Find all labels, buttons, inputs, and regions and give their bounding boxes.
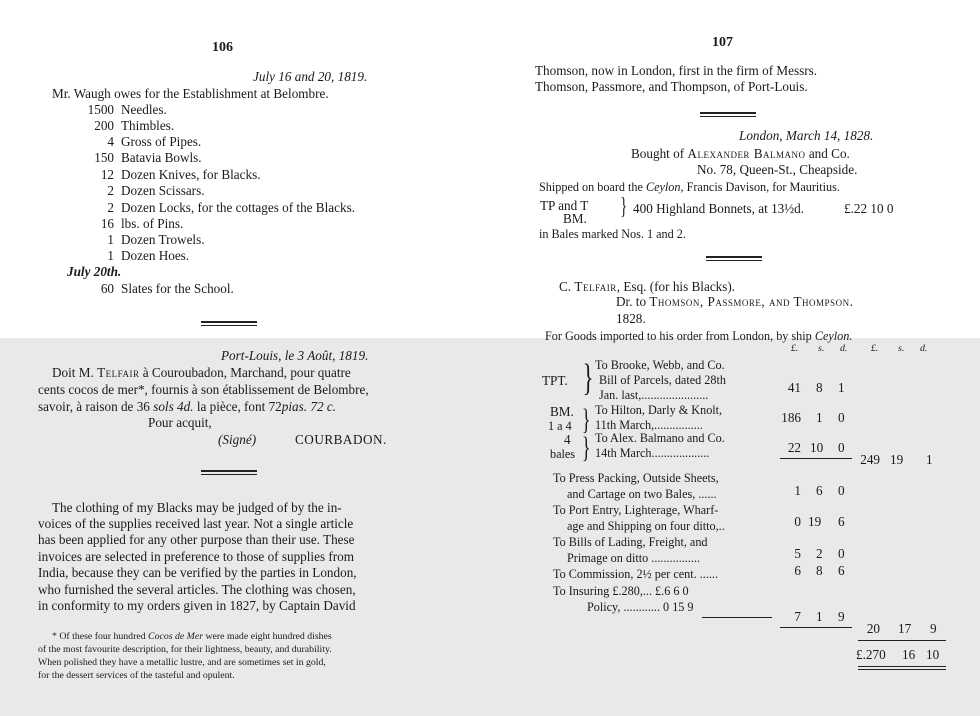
paragraph-line: in conformity to my orders given in 1827, by Captain David xyxy=(38,598,356,613)
sum-line xyxy=(780,627,852,628)
receipt-signe: (Signé) xyxy=(218,432,257,447)
paragraph-line: who furnished the several articles. The clothing was chosen, xyxy=(38,582,356,597)
entry-line: Jan. last,...................... xyxy=(599,388,709,402)
section-divider xyxy=(706,256,762,261)
col-head: s. xyxy=(818,343,825,354)
entry-line: To Hilton, Darly & Knolt, xyxy=(595,403,723,417)
customer-line: C. Telfair, Esq. (for his Blacks). xyxy=(559,279,736,294)
section-divider xyxy=(201,470,257,475)
page-number-left: 106 xyxy=(212,40,233,55)
sum-line xyxy=(858,640,946,641)
right-page: 107 Thomson, now in London, first in the firm of Messrs. Thomson, Passmore, and Thompson, of Port-Louis. London, March 14, 1828. Bought of Alexander Balmano and Co. No. 78, Queen-St., Cheapside. Shipped on board the Ceylon, Francis Davison, for Mauritius. TP and T BM. } 400 Highland Bonnets, at 13½d. £.22 10 0 in Bales marked Nos. 1 and 2. C. Telfair, Esq. (for his Blacks). Dr. to Thomson, Passmore, and Thompson. 1828. For Goods imported to his order from London, by ship Ceylon. £. s. d. £. s. d. TPT. } To Brooke, Webb, and Co. Bill of Parcels, dated 28th Jan. last,...................... 41 8 1 BM. 1 a 4 } To Hilton, Darly & Knolt, 11th March,................ 186 1 0 4 bales } To Alex. Balmano and Co. 14th March................... 22 10 0 249 19 1 To Press Packing, Outside Sheets, and Cartage on two Bales, ...... 1 6 0 To Port Entry, Lighterage, Wharf- age and Shipping on four ditto,.. 0 19 6 To Bills of Lading, Freight, and Primage on ditto ................ 5 2 0 To Commission, 2½ per cent. ...... 6 8 6 To Insuring £.280,... £.6 6 0 Policy, ............ 0 15 9 7 1 9 20 17 9 £.270 16 10 xyxy=(490,0,980,716)
total-underline xyxy=(858,669,946,670)
receipt-acquit: Pour acquit, xyxy=(148,415,212,430)
section-divider xyxy=(700,112,756,117)
receipt-line-1: Doit M. Telfair à Couroubadon, Marchand, pour quatre xyxy=(52,365,351,380)
paragraph-line: The clothing of my Blacks may be judged of by the in- xyxy=(52,500,342,515)
invoice-date: London, March 14, 1828. xyxy=(739,128,874,143)
invoice-year: 1828. xyxy=(616,311,646,326)
entry-mark: 4 xyxy=(564,432,571,447)
brace: } xyxy=(581,403,591,436)
grand-total: £.270 xyxy=(856,647,886,662)
col-head: s. xyxy=(898,343,905,354)
brace: } xyxy=(582,357,594,399)
entry-line: To Alex. Balmano and Co. xyxy=(595,431,725,445)
bale-mark: BM. xyxy=(563,211,587,226)
subtotal-goods: 249 xyxy=(860,452,880,467)
paragraph-line: invoices are selected in preference to those of supplies from xyxy=(38,549,355,564)
entry-mark: bales xyxy=(550,447,576,461)
sum-line xyxy=(702,617,772,618)
col-head: £. xyxy=(791,343,799,354)
waugh-line: Mr. Waugh owes for the Establishment at Belombre. xyxy=(52,86,329,101)
creditor-line: Dr. to Thomson, Passmore, and Thompson. xyxy=(616,294,854,309)
left-page: 106 July 16 and 20, 1819. Mr. Waugh owes for the Establishment at Belombre. 1500 Needles. 200 Thimbles. 4 Gross of Pipes. 150 Batavia Bowls. 12 Dozen Knives, for Blacks. 2 Dozen Scissars. 2 Dozen Locks, for the cottages of the Blacks. 16 lbs. of Pins. 1 Dozen Trowels. 1 Dozen Hoes. July 20th. 60 Slates for the School. Port-Louis, le 3 Août, 1819. Doit M. Telfair à Couroubadon, Marchand, pour quatre cents cocos de mer*, fournis à son établissement de Belombre, savoir, à raison de 36 sols 4d. la pièce, font 72pias. 72 c. Pour acquit, (Signé) COURBADON. The clothing of my Blacks may be judged of by the in- voices of the supplies received last year. Not a single article has been applied for any other purpose than their use. These invoices are selected in preference to those of supplies from India, because they can be verified by the parties in London, who furnished the several articles. The clothing was chosen, in conformity to my orders given in 1827, by Captain David * Of these four hundred Cocos de Mer were made eight hundred dishes of the most favourite description, for their lightness, beauty, and durability. When polished they have a metallic lustre, and are sometimes set in gold, for the dessert services of the tasteful and opulent. xyxy=(38,40,387,681)
entry-line: 14th March................... xyxy=(595,446,710,460)
subtotal-charges: 20 xyxy=(866,621,880,636)
bonnets-line: 400 Highland Bonnets, at 13½d. xyxy=(633,201,805,216)
address-line: No. 78, Queen-St., Cheapside. xyxy=(697,162,858,177)
receipt-place-date: Port-Louis, le 3 Août, 1819. xyxy=(221,348,369,363)
entry-line: To Brooke, Webb, and Co. xyxy=(595,358,725,372)
receipt-signer: COURBADON. xyxy=(295,432,387,447)
brace: } xyxy=(581,431,591,464)
july-20-heading: July 20th. xyxy=(67,264,122,279)
entry-line: Bill of Parcels, dated 28th xyxy=(599,373,726,387)
receipt-line-3: savoir, à raison de 36 sols 4d. la pièce, font 72pias. 72 c. xyxy=(38,399,336,414)
top-line: Thomson, Passmore, and Thompson, of Port-Louis. xyxy=(535,79,808,94)
footnote-line: for the dessert services of the tasteful and opulent. xyxy=(38,670,235,681)
footnote-line: of the most favourite description, for their lightness, beauty, and durability. xyxy=(38,644,332,655)
bales-line: in Bales marked Nos. 1 and 2. xyxy=(539,227,686,241)
top-line: Thomson, now in London, first in the firm of Messrs. xyxy=(535,63,818,78)
date-header: July 16 and 20, 1819. xyxy=(253,69,368,84)
total-underline xyxy=(858,666,946,667)
paragraph-line: voices of the supplies received last year. Not a single article xyxy=(38,516,354,531)
bought-of-line: Bought of Alexander Balmano and Co. xyxy=(631,146,850,161)
page-number-right: 107 xyxy=(712,35,733,50)
col-head: £. xyxy=(871,343,879,354)
entry-mark: 1 a 4 xyxy=(548,419,572,433)
paragraph-line: India, because they can be verified by the parties in London, xyxy=(38,565,357,580)
sum-line xyxy=(780,458,852,459)
entry-line: 11th March,................ xyxy=(595,418,703,432)
brace: } xyxy=(620,194,628,220)
shipped-line: Shipped on board the Ceylon, Francis Davison, for Mauritius. xyxy=(539,180,840,194)
section-divider xyxy=(201,321,257,326)
col-head: d. xyxy=(920,343,928,354)
bonnets-amount: £.22 10 0 xyxy=(844,201,894,216)
bale-mark: TP and T xyxy=(540,198,589,213)
footnote-line: * Of these four hundred Cocos de Mer were made eight hundred dishes xyxy=(52,631,332,642)
goods-line: For Goods imported to his order from London, by ship Ceylon. xyxy=(545,329,853,343)
receipt-line-2: cents cocos de mer*, fournis à son établissement de Belombre, xyxy=(38,382,369,397)
entry-mark: BM. xyxy=(550,404,574,419)
paragraph-line: has been applied for any other purpose than their use. These xyxy=(38,532,355,547)
col-head: d. xyxy=(840,343,848,354)
entry-mark: TPT. xyxy=(542,373,568,388)
footnote-line: When polished they have a metallic lustre, and are sometimes set in gold, xyxy=(38,657,326,668)
